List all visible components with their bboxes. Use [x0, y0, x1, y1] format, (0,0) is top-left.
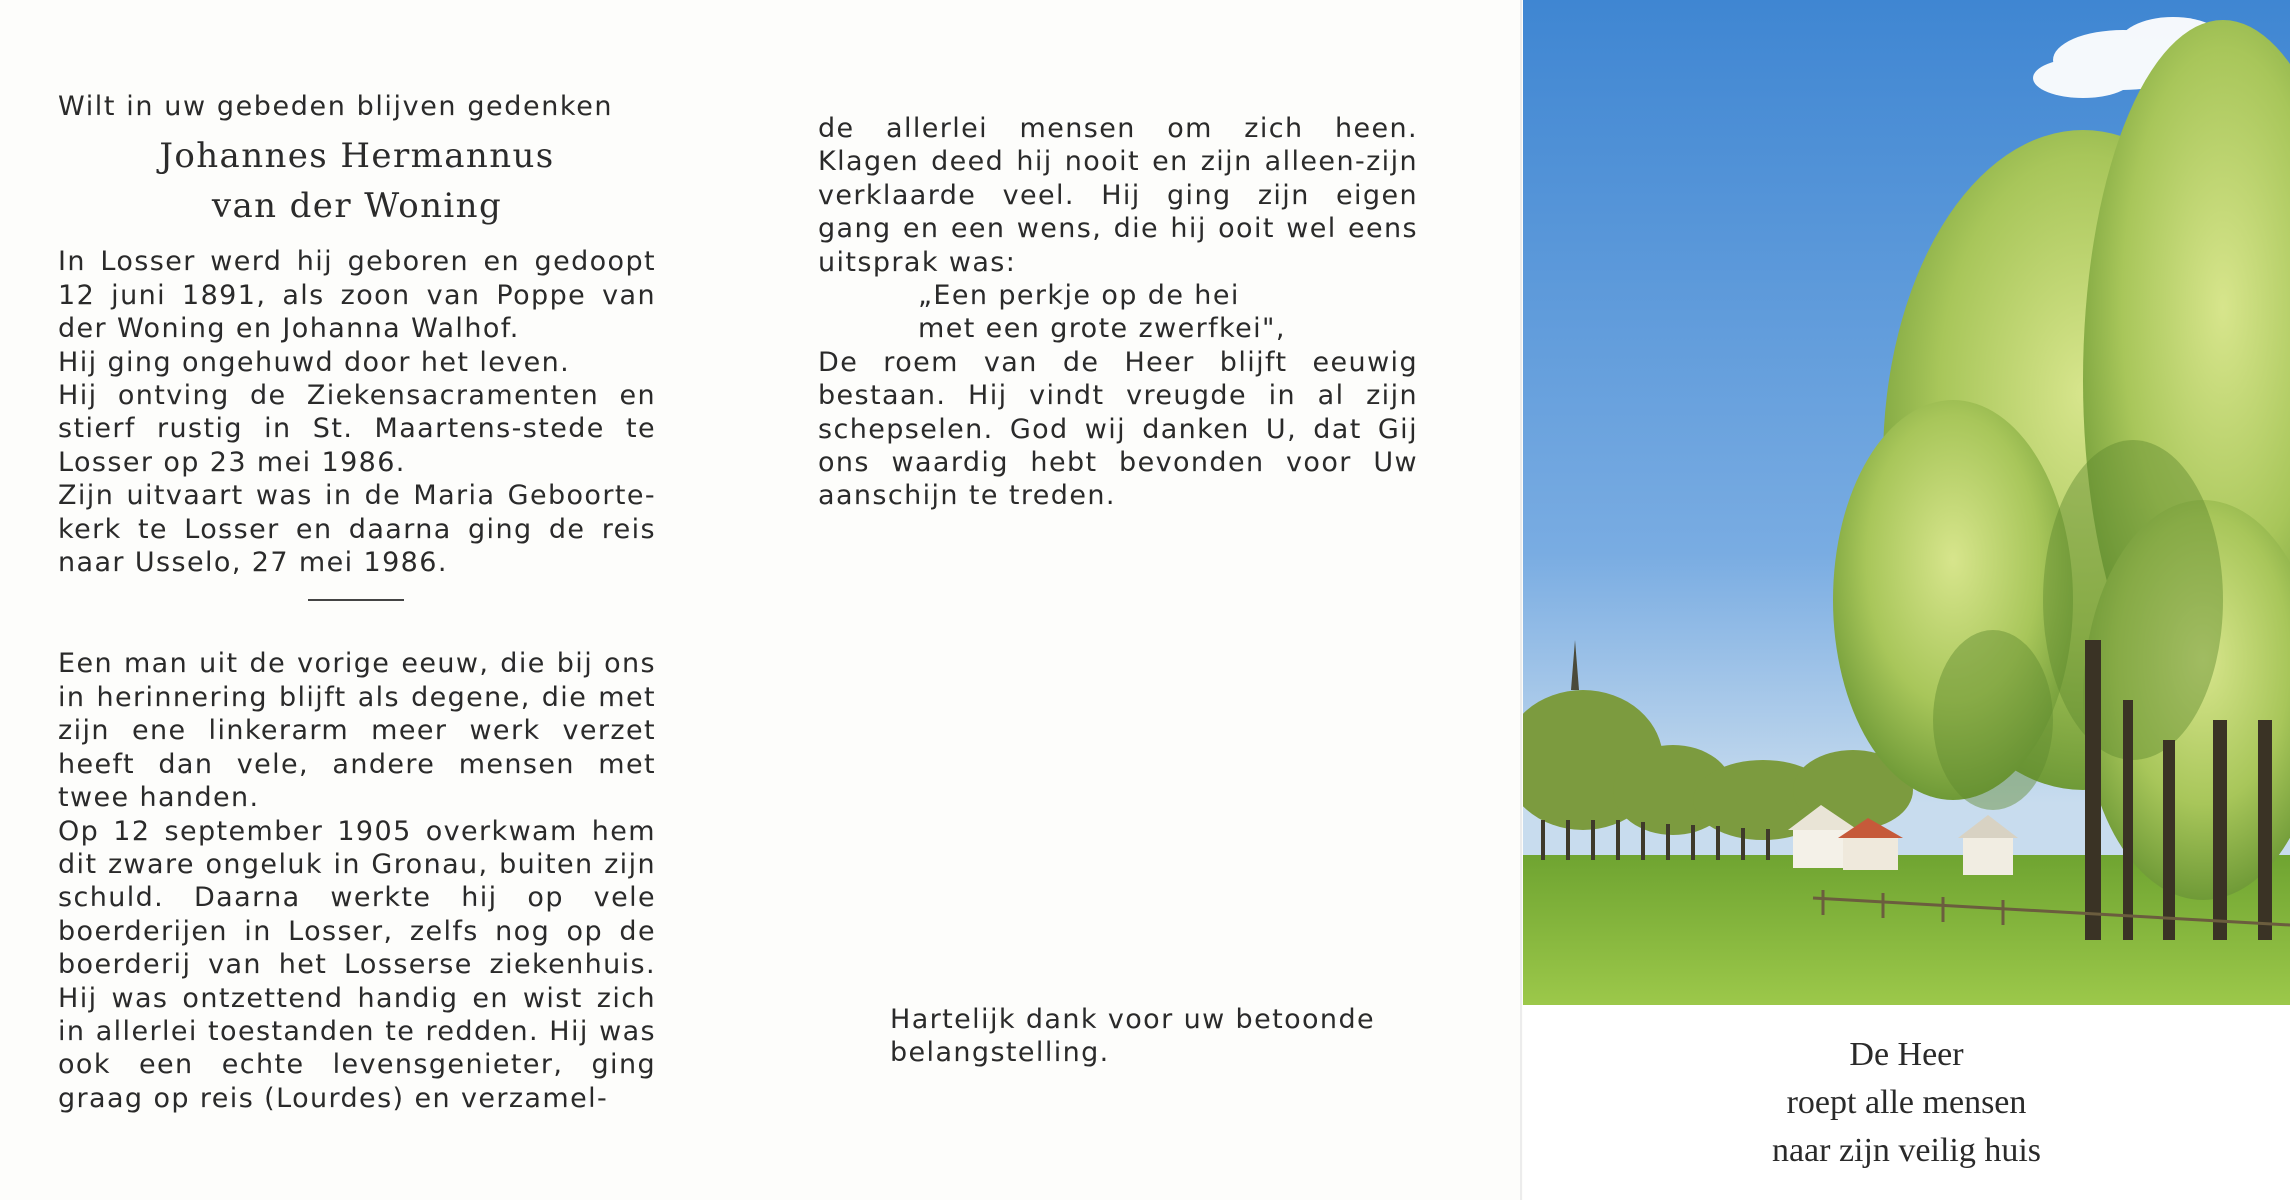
fold-line: [1520, 0, 1522, 1200]
bio-paragraph-2: Hij ging ongehuwd door het leven.: [58, 346, 571, 378]
continuation-paragraph: de allerlei mensen om zich heen. Klagen deed hij nooit en zijn alleen-zijn verklaarde veel. Hij ging zijn eigen gang en een wens, die hij ooit wel eens uitsprak was:: [818, 113, 1418, 278]
caption-line-3: naar zijn veilig huis: [1771, 1132, 2042, 1169]
photo-caption: [1523, 1005, 2290, 1200]
bio-paragraph-1: In Losser werd hij geboren en gedoopt 12 juni 1891, als zoon van Poppe van der Woning en Johanna Walhof.: [58, 246, 656, 345]
thanks-text: Hartelijk dank voor uw betoonde belangstelling.: [890, 1004, 1375, 1069]
deceased-name-line2: van der Woning: [211, 186, 503, 227]
intro-text: Wilt in uw gebeden blijven gedenken: [58, 91, 614, 122]
middle-column: [818, 112, 1418, 513]
caption-line-1: De Heer: [1849, 1036, 1964, 1073]
story-paragraph-2: Op 12 september 1905 overkwam hem dit zware ongeluk in Gronau, buiten zijn schuld. Daarna werkte hij op vele boerderijen in Losser, zelfs nog op de boerderij van het Losserse ziekenhuis. Hij was ontzettend handig en wist zich in allerlei toestanden te redden. Hij was ook een echte levensgenieter, ging graag op reis (Lourdes) en verzamel-: [58, 815, 656, 1114]
landscape-photo: [1523, 0, 2290, 1005]
quote-line-1: „Een perkje op de hei: [918, 280, 1240, 312]
left-column: [58, 90, 656, 1115]
story-paragraph-1: Een man uit de vorige eeuw, die bij ons in herinnering blijft als degene, die met zijn ene linkerarm meer werk verzet heeft dan vele, andere mensen met twee handen.: [58, 648, 656, 814]
bio-paragraph-3: Hij ontving de Ziekensacramenten en stierf rustig in St. Maartens-stede te Losser op 23 mei 1986.: [58, 380, 656, 478]
quote-line-2: met een grote zwerfkei",: [918, 313, 1286, 345]
deceased-name-line1: Johannes Hermannus: [159, 136, 555, 177]
closing-paragraph: De roem van de Heer blijft eeuwig bestaan. Hij vindt vreugde in al zijn schepselen. God wij danken U, dat Gij ons waardig hebt bevonden voor Uw aanschijn te treden.: [818, 346, 1418, 512]
section-divider: [308, 599, 404, 601]
bio-paragraph-4: Zijn uitvaart was in de Maria Geboorte-kerk te Losser en daarna ging de reis naar Usselo, 27 mei 1986.: [58, 480, 656, 579]
caption-line-2: roept alle mensen: [1786, 1084, 2027, 1121]
